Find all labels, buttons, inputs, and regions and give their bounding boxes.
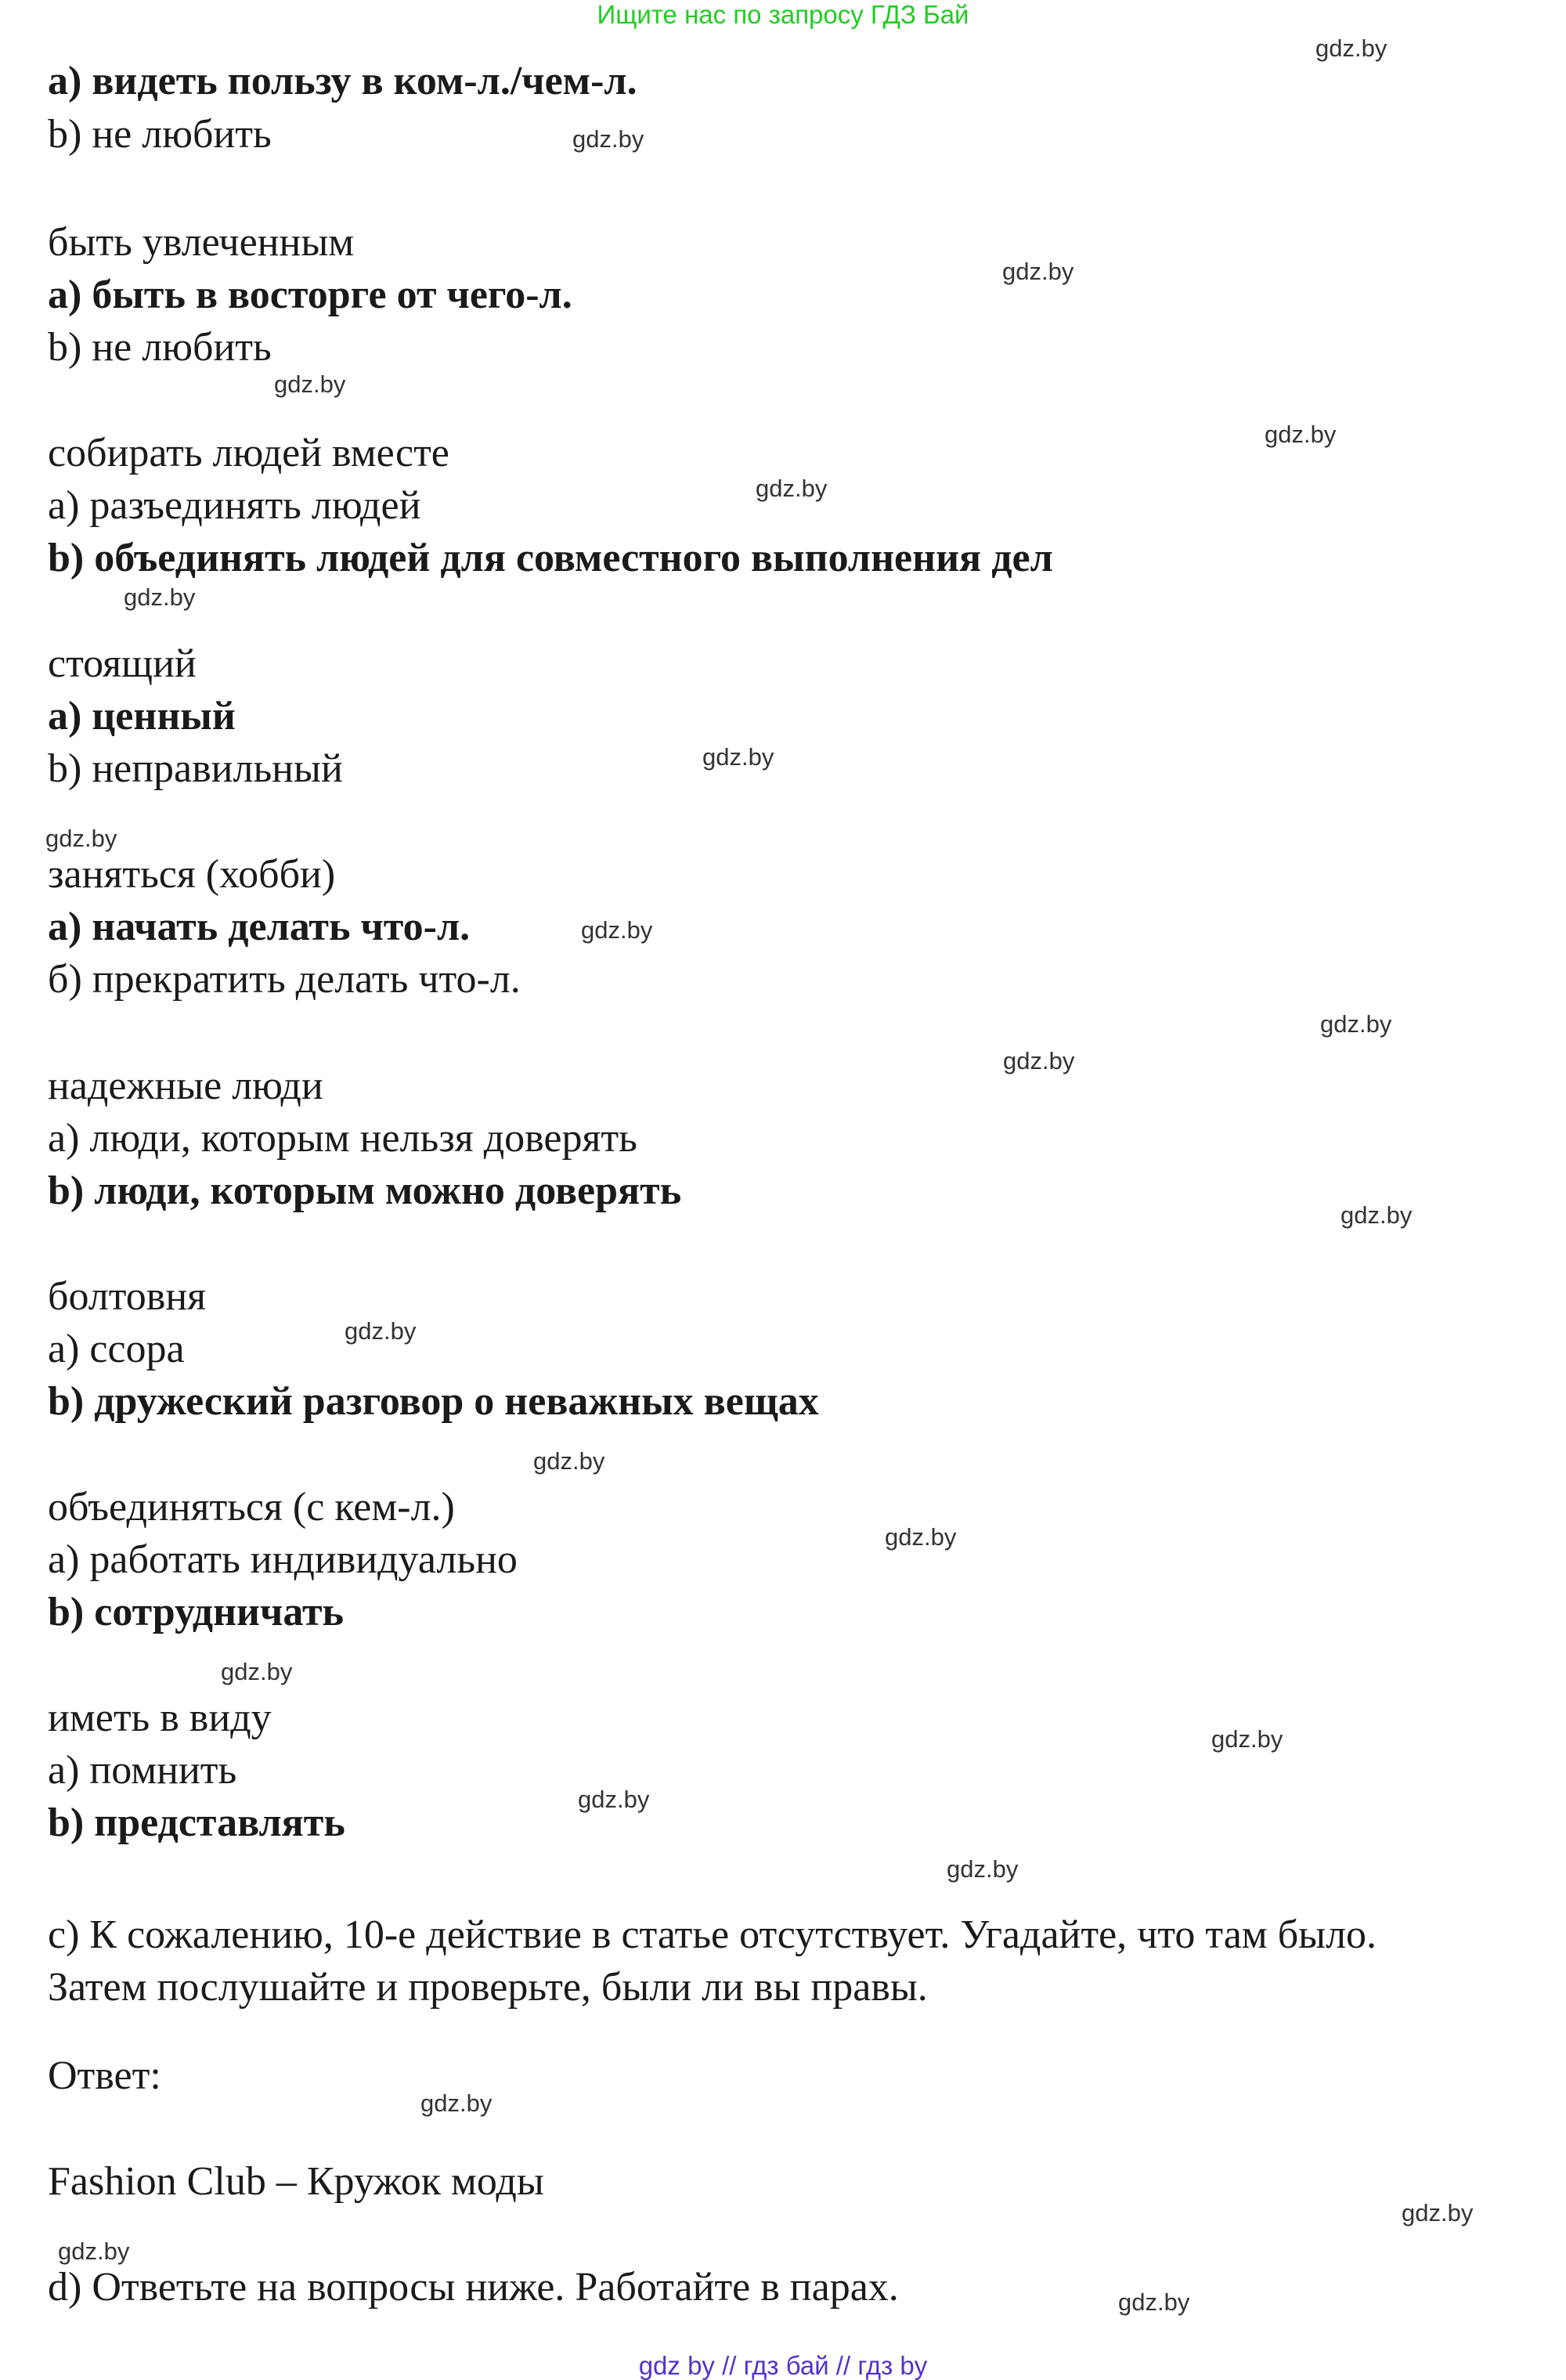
watermark: gdz.by	[702, 743, 774, 771]
task-c-line: Затем послушайте и проверьте, были ли вы правы.	[48, 1965, 928, 2010]
watermark: gdz.by	[274, 370, 346, 398]
term-line: стоящий	[48, 641, 197, 686]
watermark: gdz.by	[124, 583, 196, 611]
watermark: gdz.by	[58, 2237, 130, 2265]
watermark: gdz.by	[1211, 1725, 1283, 1753]
watermark: gdz.by	[1402, 2199, 1474, 2227]
task-c-line: с) К сожалению, 10-е действие в статье отсутствует. Угадайте, что там было.	[48, 1912, 1377, 1957]
watermark: gdz.by	[221, 1658, 293, 1685]
term-line: заняться (хобби)	[48, 852, 336, 897]
option-a-line: а) разъединять людей	[48, 483, 421, 528]
term-line: иметь в виду	[48, 1696, 272, 1740]
watermark: gdz.by	[345, 1317, 417, 1345]
watermark: gdz.by	[756, 475, 828, 502]
option-a-line: а) люди, которым нельзя доверять	[48, 1116, 637, 1161]
option-b-line: b) представлять	[48, 1800, 345, 1845]
footer-links[interactable]: gdz by // гдз бай // гдз by	[638, 2351, 928, 2380]
option-b-line: b) неправильный	[48, 746, 343, 791]
watermark: gdz.by	[45, 825, 117, 852]
watermark: gdz.by	[581, 916, 653, 944]
option-b-line: b) не любить	[48, 112, 272, 157]
watermark: gdz.by	[1265, 421, 1337, 448]
option-a-line: а) ссора	[48, 1327, 185, 1371]
option-a-line: а) быть в восторге от чего-л.	[48, 273, 572, 317]
option-b-line: b) люди, которым можно доверять	[48, 1168, 682, 1213]
watermark: gdz.by	[578, 1786, 650, 1813]
watermark: gdz.by	[420, 2089, 493, 2117]
option-b-line: б) прекратить делать что-л.	[48, 957, 521, 1002]
term-line: быть увлеченным	[48, 220, 355, 265]
search-hint-link[interactable]: Ищите нас по запросу ГДЗ Бай	[597, 0, 969, 29]
watermark: gdz.by	[572, 125, 644, 153]
option-b-line: b) дружеский разговор о неважных вещах	[48, 1379, 819, 1424]
answer-label: Ответ:	[48, 2053, 161, 2098]
watermark: gdz.by	[947, 1855, 1019, 1883]
option-a-line: а) начать делать что-л.	[48, 905, 471, 949]
watermark: gdz.by	[1340, 1201, 1413, 1229]
option-b-line: b) объединять людей для совместного выполнения дел	[48, 536, 1053, 580]
option-b-line: b) сотрудничать	[48, 1590, 345, 1634]
watermark: gdz.by	[533, 1447, 605, 1475]
watermark: gdz.by	[1320, 1010, 1392, 1038]
term-line: объединяться (с кем-л.)	[48, 1485, 455, 1529]
watermark: gdz.by	[1003, 1047, 1075, 1074]
option-a-line: а) ценный	[48, 694, 236, 739]
option-a-line: а) работать индивидуально	[48, 1537, 518, 1582]
term-line: собирать людей вместе	[48, 431, 449, 475]
watermark: gdz.by	[1315, 34, 1387, 62]
watermark: gdz.by	[885, 1523, 957, 1551]
term-line: надежные люди	[48, 1064, 323, 1108]
task-d-line: d) Ответьте на вопросы ниже. Работайте в парах.	[48, 2265, 899, 2310]
watermark: gdz.by	[1002, 258, 1074, 285]
answer-text: Fashion Club – Кружок моды	[48, 2159, 544, 2204]
option-a-line: а) видеть пользу в ком-л./чем-л.	[48, 59, 637, 103]
option-b-line: b) не любить	[48, 325, 272, 370]
option-a-line: а) помнить	[48, 1748, 237, 1793]
term-line: болтовня	[48, 1274, 207, 1319]
watermark: gdz.by	[1118, 2288, 1190, 2316]
